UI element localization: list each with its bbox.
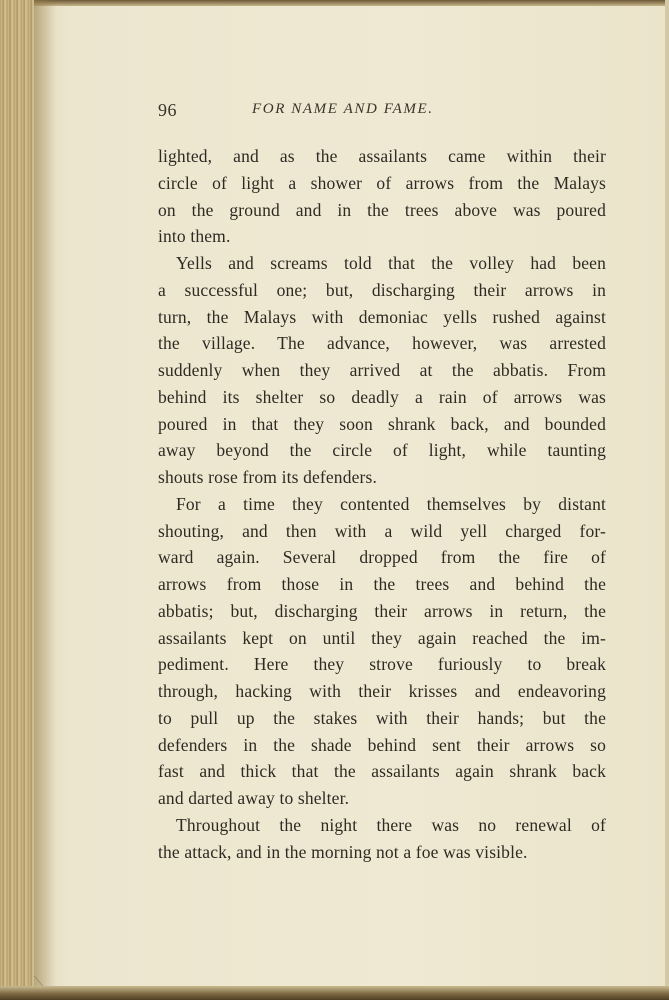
text-line: away beyond the circle of light, while taunting [158, 440, 606, 461]
text-line: through, hacking with their krisses and endeavoring [158, 681, 606, 701]
text-line: turn, the Malays with demoniac yells rushed against [158, 306, 606, 327]
text-line: shouts rose from its defenders. [158, 467, 377, 487]
text-line: circle of light a shower of arrows from the Malays [158, 172, 606, 193]
text-line: arrows from those in the trees and behind the [158, 574, 606, 594]
running-head: FOR NAME AND FAME. [252, 101, 434, 117]
page-bottom-edge [0, 986, 669, 1000]
text-line: shouting, and then with a wild yell charged for- [158, 520, 606, 541]
gutter-shadow [34, 0, 56, 1000]
text-line: and darted away to shelter. [158, 788, 350, 808]
body-text [158, 143, 606, 865]
page-right-edge [665, 0, 669, 1000]
text-line: defenders in the shade behind sent their arrows so [158, 734, 606, 755]
page-top-edge [0, 0, 669, 6]
text-line: behind its shelter so deadly a rain of arrows was [158, 386, 606, 407]
text-line: pediment. Here they strove furiously to break [158, 654, 606, 675]
text-line: fast and thick that the assailants again shrank back [158, 761, 606, 782]
text-line: For a time they contented themselves by distant [176, 493, 606, 514]
text-line: abbatis; but, discharging their arrows in return, the [158, 600, 606, 621]
text-line: assailants kept on until they again reached the im- [158, 627, 606, 648]
text-line: the attack, and in the morning not a foe was visible. [158, 841, 528, 862]
page-header [158, 100, 606, 122]
text-line: on the ground and in the trees above was poured [158, 199, 606, 220]
text-line: the village. The advance, however, was arrested [158, 333, 606, 354]
text-line: Yells and screams told that the volley had been [176, 253, 606, 273]
text-line: to pull up the stakes with their hands; but the [158, 707, 606, 728]
text-line: lighted, and as the assailants came within their [158, 146, 606, 166]
text-line: a successful one; but, discharging their arrows in [158, 279, 606, 300]
text-line: Throughout the night there was no renewal of [176, 814, 606, 835]
text-line: ward again. Several dropped from the fire of [158, 547, 606, 568]
text-line: suddenly when they arrived at the abbatis. From [158, 360, 606, 380]
book-spine-binding [0, 0, 34, 1000]
text-line: poured in that they soon shrank back, and bounded [158, 413, 606, 434]
text-line: into them. [158, 226, 231, 247]
page-number: 96 [158, 100, 177, 120]
